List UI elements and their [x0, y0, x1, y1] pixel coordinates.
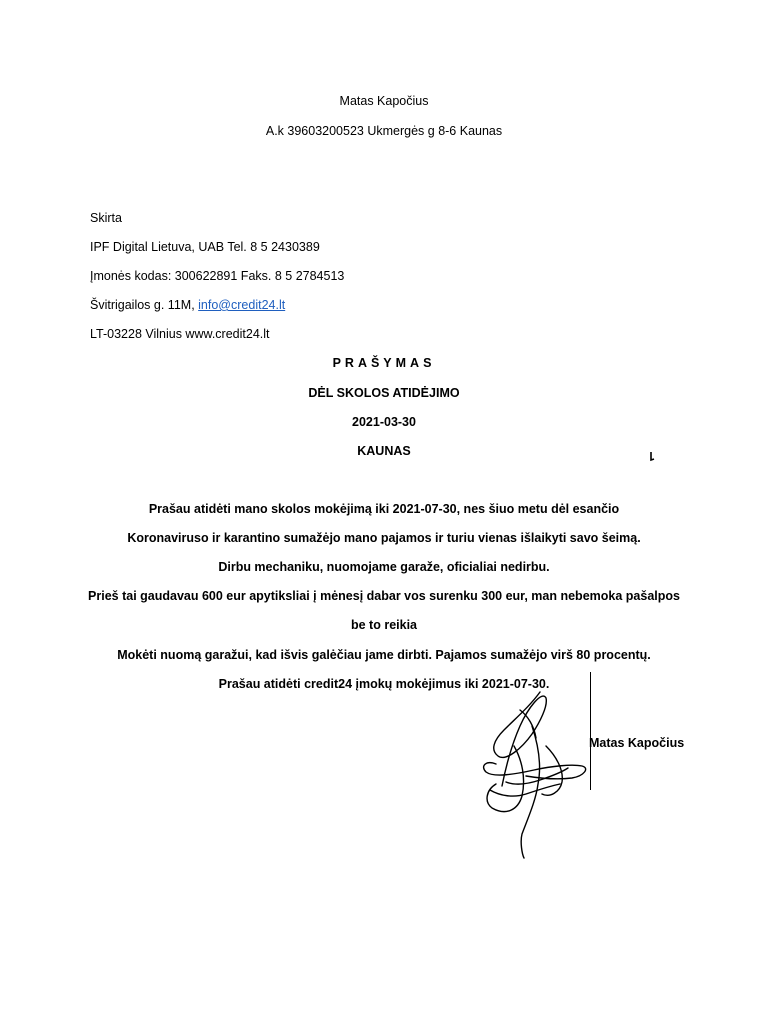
recipient-line-4: LT-03228 Vilnius www.credit24.lt: [90, 327, 270, 341]
body-line-4: Prieš tai gaudavau 600 eur apytiksliai į mėnesį dabar vos surenku 300 eur, man nebemoka pašalpos: [88, 589, 680, 603]
body-line-7: Prašau atidėti credit24 įmokų mokėjimus iki 2021-07-30.: [218, 677, 550, 691]
recipient-label: Skirta: [90, 211, 122, 225]
body-line-3: Dirbu mechaniku, nuomojame garaže, oficialiai nedirbu.: [218, 560, 550, 574]
pen-mark-icon: [646, 451, 656, 463]
handwritten-signature: [476, 686, 592, 862]
document-date: 2021-03-30: [352, 415, 416, 429]
body-line-2: Koronaviruso ir karantino sumažėjo mano pajamos ir turiu vienas išlaikyti savo šeimą.: [127, 531, 641, 545]
sender-name: Matas Kapočius: [339, 94, 429, 108]
body-line-5: be to reikia: [351, 618, 417, 632]
recipient-line-2: Įmonės kodas: 300622891 Faks. 8 5 2784513: [90, 269, 345, 283]
body-line-6: Mokėti nuomą garažui, kad išvis galėčiau jame dirbti. Pajamos sumažėjo virš 80 procentų.: [117, 648, 651, 662]
recipient-line-3: [90, 297, 285, 313]
document-subtitle: DĖL SKOLOS ATIDĖJIMO: [308, 386, 460, 400]
recipient-email-link[interactable]: info@credit24.lt: [198, 298, 286, 312]
signature-name: Matas Kapočius: [589, 736, 685, 750]
recipient-line-1: IPF Digital Lietuva, UAB Tel. 8 5 2430389: [90, 240, 320, 254]
body-line-1: Prašau atidėti mano skolos mokėjimą iki 2021-07-30, nes šiuo metu dėl esančio: [148, 502, 620, 516]
sender-address: A.k 39603200523 Ukmergės g 8-6 Kaunas: [265, 124, 503, 138]
recipient-street: Švitrigailos g. 11M,: [90, 298, 199, 312]
document-city: KAUNAS: [357, 444, 411, 458]
document-title: PRAŠYMAS: [332, 356, 436, 370]
